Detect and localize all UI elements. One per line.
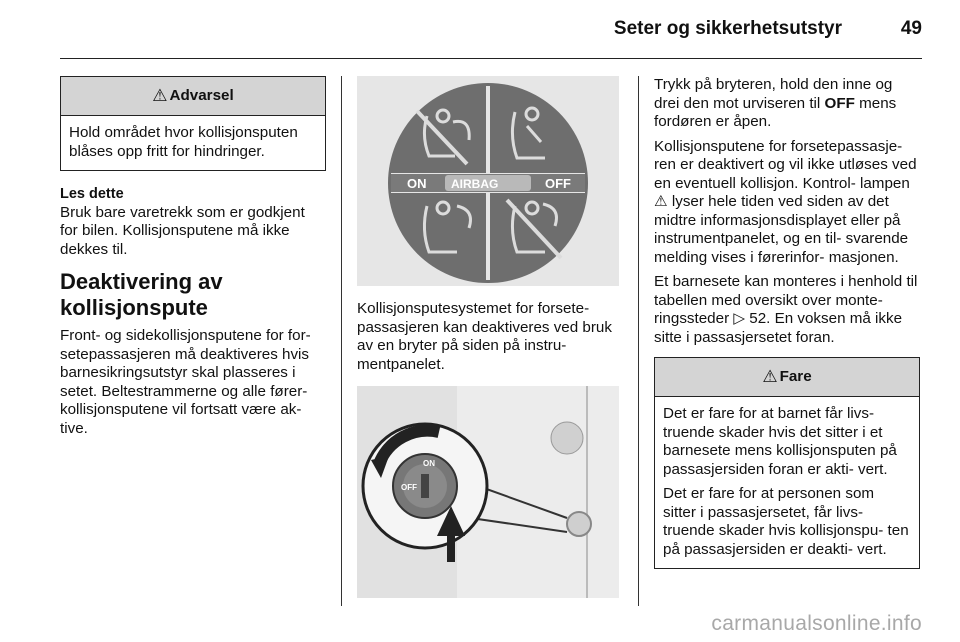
danger-text-1: Det er fare for at barnet får livs- truende skader hvis det sitter i et barnesete mens kollisjonsputen på passasjersiden foran er akti- vert. [663,405,897,478]
danger-box-title: Fare [779,367,812,385]
instruction-paragraph: Trykk på bryteren, hold den inne og drei den mot urviseren til OFF mens fordøren er åpen. [654,76,897,130]
switch-on-label: ON [423,459,435,468]
warning-box-header [61,77,325,116]
airbag-on-label: ON [407,176,427,191]
column-divider-right [638,76,639,606]
deactivated-paragraph: Kollisjonsputene for forsetepassasje- ren er deaktivert og vil ikke utløses ved en eventuell kollisjon. Kontrol- lampen ⚠ lyser hele tiden ved siden av det midtre informasjonsdisplayet eller på instrumentpanelet, og en til- svarende melding vises i førerinfor- masjonen. [654,137,917,266]
watermark: carmanualsonline.info [711,612,922,635]
column-right [654,76,920,569]
switch-off-label: OFF [401,483,417,492]
column-middle [357,76,619,598]
header-rule [60,58,922,59]
warning-box-body [61,116,325,170]
airbag-off-label: OFF [545,176,571,191]
deactivation-switch-illustration [357,386,619,598]
danger-box-body [655,397,919,568]
child-seat-paragraph: Et barnesete kan monteres i henhold til tabellen med oversikt over monte- ringssteder ▷ 52. En voksen må ikke sitte i passasjersetet foran. [654,273,918,346]
section-paragraph: Front- og sidekollisjonsputene for for- setepassasjeren må deaktiveres hvis barnesikringsutstyr skal plasseres i setet. Beltestrammerne og alle fører- kollisjonsputene vil fortsatt være ak- tive. [60,327,311,437]
danger-box-header [655,358,919,397]
warning-box [60,76,326,171]
warning-box-title: Advarsel [169,86,234,104]
airbag-off-indicator-icon: ⚠ [654,193,668,210]
off-keyword: OFF [824,94,855,112]
warning-icon: ⚠ [152,85,168,105]
danger-box [654,357,920,569]
page-number: 49 [900,18,922,39]
column-left [60,76,326,438]
figure-caption: Kollisjonsputesystemet for forsete- passasjeren kan deaktiveres ved bruk av en bryter på siden på instru- mentpanelet. [357,300,612,373]
running-header-title: Seter og sikkerhetsutstyr [613,18,842,39]
danger-text-2: Det er fare for at personen som sitter i passasjersetet, får livs- truende skader hvis kollisjonspu- ten på passasjersiden er deakti- vert. [663,485,909,558]
warning-text: Hold området hvor kollisjonsputen blåses opp fritt for hindringer. [69,124,298,160]
page-reference-icon: ▷ [733,310,746,327]
section-heading: Deaktivering av kollisjonspute [60,269,223,320]
danger-icon: ⚠ [762,366,778,386]
airbag-label-illustration [357,76,619,286]
note-title: Les dette [60,186,124,202]
column-divider-left [341,76,342,606]
airbag-center-label: AIRBAG [451,177,499,191]
note-text: Bruk bare varetrekk som er godkjent for bilen. Kollisjonsputene må ikke dekkes til. [60,203,305,258]
